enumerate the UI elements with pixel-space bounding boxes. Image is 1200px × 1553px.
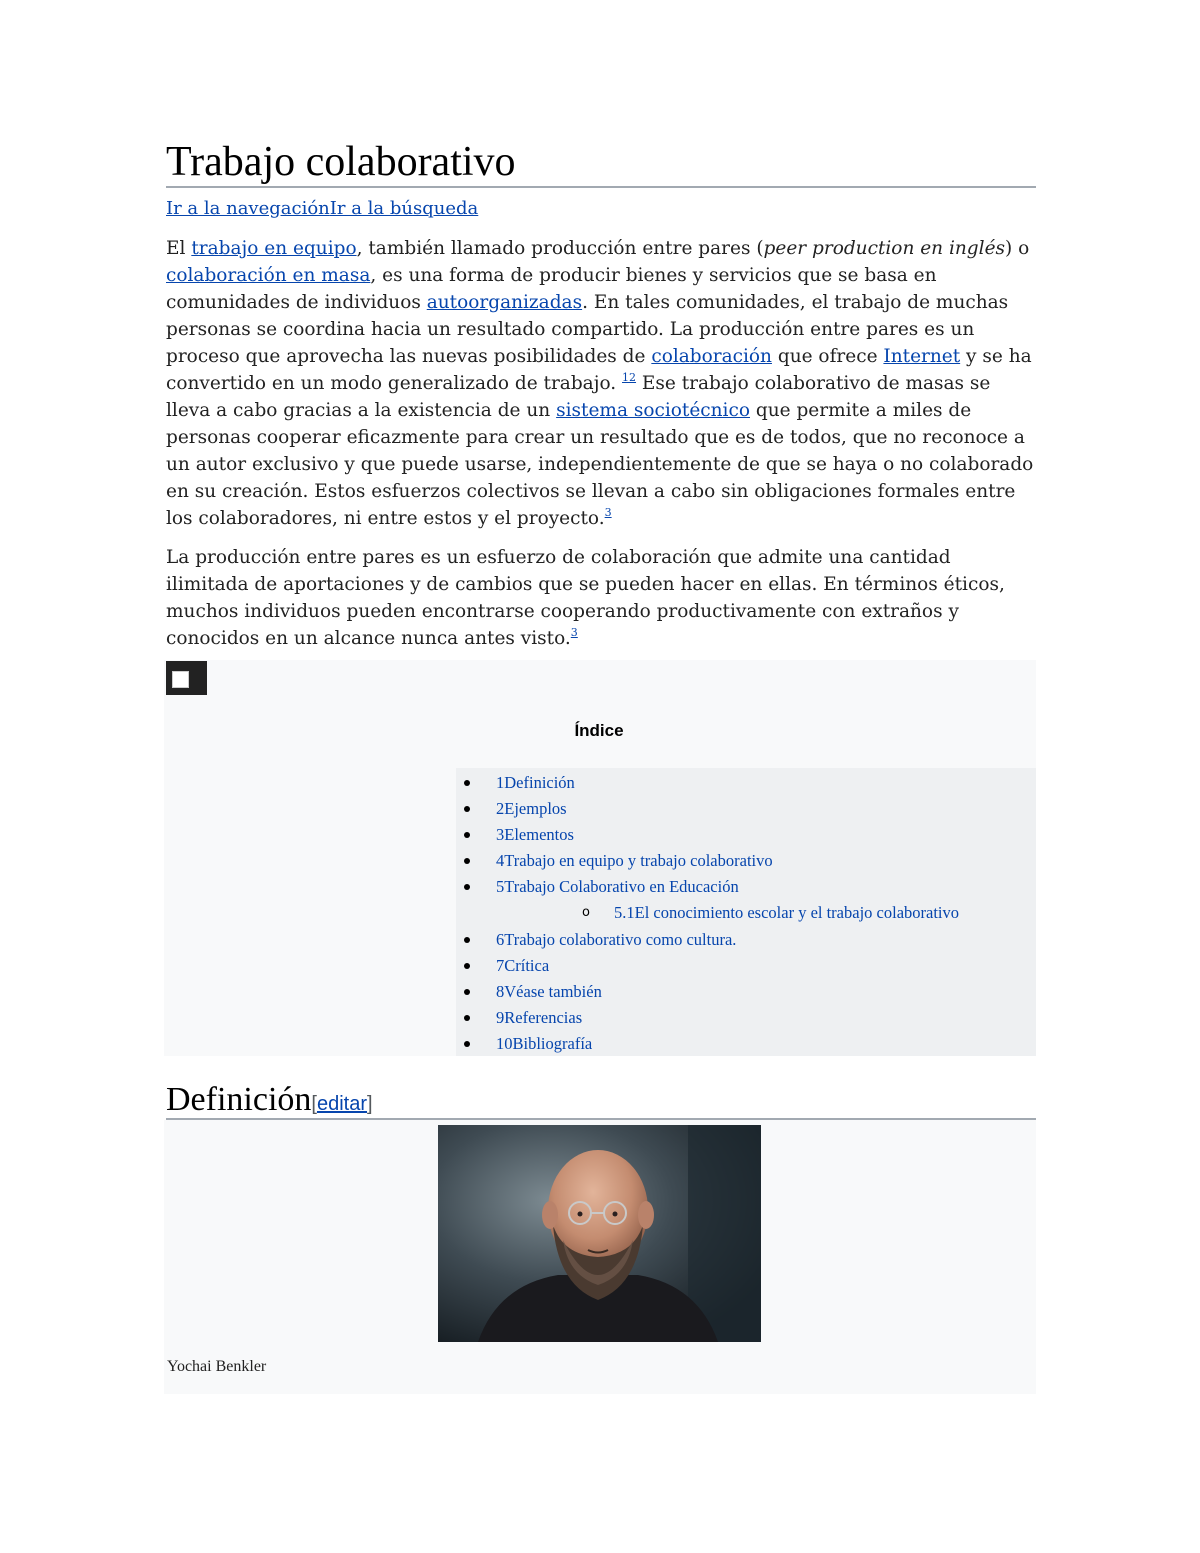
edit-link[interactable]: editar	[316, 1093, 367, 1115]
text-run: que permite a miles de personas cooperar eficazmente para crear un resultado que es de todos, que no reconoce a un autor exclusivo y que puede usarse, independientemente de que se haya o no colaborado en su creación. Estos esfuerzos colectivos se llevan a cabo sin obligaciones formales entre los colaboradores, ni entre estos y el proyecto.	[166, 400, 1034, 529]
toc-item-label: Referencias	[504, 1008, 583, 1027]
bullet-icon	[464, 780, 470, 786]
text-run: La producción entre pares es un esfuerzo de colaboración que admite una cantidad ilimitada de aportaciones y de cambios que se pueden hacer en ellas. En términos éticos, muchos individuos pueden encontrarse cooperando productivamente con extraños y conocidos en un alcance nunca antes visto.	[166, 547, 1005, 649]
bullet-icon	[464, 989, 470, 995]
text-run: , es una forma de producir bienes y servicios que se basa en comunidades de individuos	[166, 265, 937, 313]
bullet-icon	[464, 832, 470, 838]
reference-link[interactable]: 3	[570, 626, 578, 639]
bullet-icon	[464, 1041, 470, 1047]
toc-item-number: 2	[496, 799, 505, 818]
toc-item-elementos[interactable]	[496, 824, 574, 846]
link-trabajo-en-equipo[interactable]: trabajo en equipo	[191, 238, 357, 259]
link-colaboracion[interactable]: colaboración	[651, 346, 772, 367]
toc-item-label: Definición	[504, 773, 575, 792]
text-run: que ofrece	[771, 346, 884, 367]
toc-item-label: Trabajo Colaborativo en Educación	[504, 877, 739, 896]
toc-list	[164, 660, 1036, 1056]
toc-item-vease-tambien[interactable]	[496, 981, 602, 1003]
toc-item-number: 5	[496, 877, 505, 896]
text-run: ) o	[1005, 238, 1030, 259]
bullet-icon	[464, 963, 470, 969]
portrait-photo[interactable]	[438, 1125, 761, 1342]
text-run: y se ha convertido en un modo generalizado de trabajo.	[166, 346, 1032, 394]
bullet-icon	[464, 884, 470, 890]
toc-item-cultura[interactable]	[496, 929, 736, 951]
text-run: . En tales comunidades, el trabajo de muchas personas se coordina hacia un resultado compartido. La producción entre pares es un proceso que aprovecha las nuevas posibilidades de	[166, 292, 1009, 367]
table-of-contents	[164, 660, 1036, 1056]
text-run: Ese trabajo colaborativo de masas se lleva a cabo gracias a la existencia de un	[166, 373, 991, 421]
toc-item-number: 3	[496, 825, 505, 844]
bullet-icon	[464, 937, 470, 943]
jump-to-search-link[interactable]: Ir a la búsqueda	[329, 198, 479, 219]
intro-paragraph	[166, 235, 1036, 532]
edit-bracket: [	[311, 1093, 317, 1115]
bullet-icon	[464, 806, 470, 812]
text-run: El	[166, 238, 192, 259]
link-internet[interactable]: Internet	[883, 346, 961, 367]
bullet-icon	[464, 1015, 470, 1021]
toc-item-label: Crítica	[504, 956, 550, 975]
toc-item-label: Trabajo en equipo y trabajo colaborativo	[504, 851, 773, 870]
toc-item-number: 6	[496, 930, 505, 949]
figure-caption: Yochai Benkler	[167, 1358, 267, 1375]
toc-title: Índice	[574, 721, 624, 740]
link-sistema-sociotecnico[interactable]: sistema sociotécnico	[556, 400, 750, 421]
toc-item-definicion[interactable]	[496, 772, 575, 794]
bullet-icon	[464, 858, 470, 864]
toc-item-number: 10	[496, 1034, 513, 1053]
toc-item-educacion[interactable]	[496, 876, 739, 898]
toc-item-label: Bibliografía	[512, 1034, 593, 1053]
edit-section	[311, 1093, 372, 1115]
toc-item-number: 5.1	[614, 903, 635, 922]
text-run: , también llamado producción entre pares (	[356, 238, 764, 259]
toc-item-critica[interactable]	[496, 955, 549, 977]
toc-item-number: 4	[496, 851, 505, 870]
figure-box	[164, 1120, 1036, 1394]
jump-links	[166, 197, 478, 221]
toc-item-label: El conocimiento escolar y el trabajo colaborativo	[634, 903, 960, 922]
edit-bracket: ]	[367, 1093, 373, 1115]
toc-item-number: 7	[496, 956, 505, 975]
toc-item-trabajo-en-equipo[interactable]	[496, 850, 773, 872]
reference-link[interactable]: 3	[604, 506, 612, 519]
section-heading-text: Definición	[166, 1081, 312, 1118]
toc-item-label: Ejemplos	[504, 799, 567, 818]
sub-bullet-icon: o	[582, 905, 590, 920]
toc-item-bibliografia[interactable]	[496, 1033, 592, 1055]
link-autoorganizadas[interactable]: autoorganizadas	[426, 292, 583, 313]
toc-item-number: 1	[496, 773, 505, 792]
link-colaboracion-en-masa[interactable]: colaboración en masa	[166, 265, 371, 286]
second-paragraph	[166, 544, 1036, 652]
toc-item-number: 9	[496, 1008, 505, 1027]
italic-term: peer production en inglés	[763, 238, 1006, 259]
toc-item-label: Elementos	[504, 825, 574, 844]
portrait-illustration	[438, 1125, 761, 1342]
title-divider	[166, 186, 1036, 188]
page-title: Trabajo colaborativo	[166, 139, 516, 185]
toc-item-referencias[interactable]	[496, 1007, 582, 1029]
toc-item-conocimiento-escolar[interactable]	[614, 902, 959, 924]
jump-to-navigation-link[interactable]: Ir a la navegación	[166, 198, 330, 219]
toc-item-number: 8	[496, 982, 505, 1001]
toc-item-label: Trabajo colaborativo como cultura.	[504, 930, 737, 949]
toc-item-ejemplos[interactable]	[496, 798, 567, 820]
reference-link[interactable]: 12	[622, 371, 637, 384]
toc-item-label: Véase también	[504, 982, 602, 1001]
